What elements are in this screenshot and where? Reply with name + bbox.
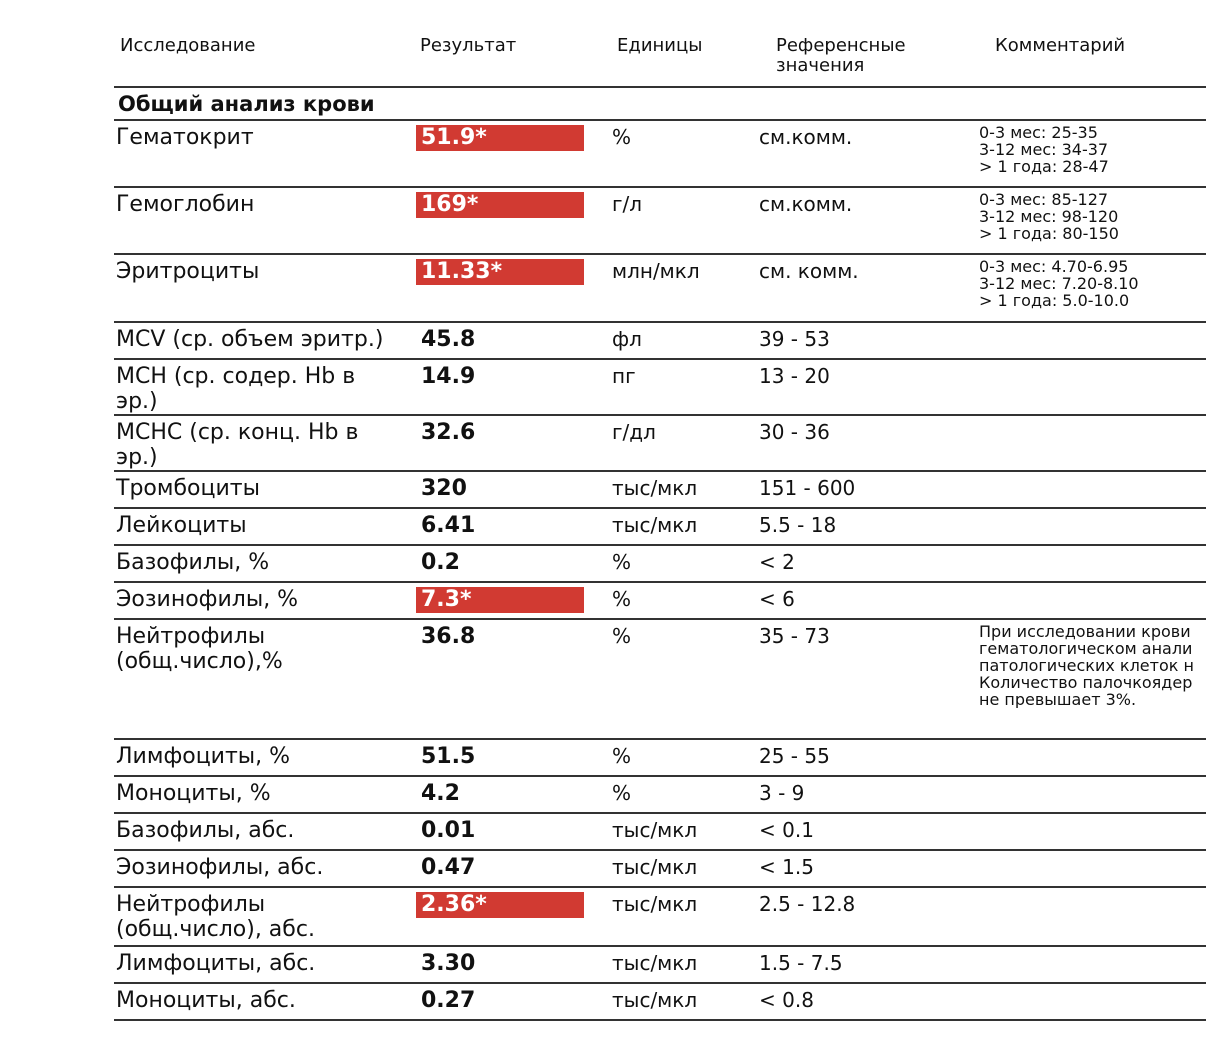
reference-range: < 1.5 <box>759 855 814 879</box>
result-value-flagged: 11.33* <box>416 259 584 285</box>
unit: % <box>612 587 632 611</box>
test-name: MCV (ср. объем эритр.) <box>116 327 384 352</box>
test-name: Моноциты, абс. <box>116 988 296 1013</box>
comment <box>979 124 1206 175</box>
unit: млн/мкл <box>612 259 700 283</box>
result-value-flagged: 2.36* <box>416 892 584 918</box>
table-row <box>114 620 1206 738</box>
table-row <box>114 814 1206 849</box>
unit: % <box>612 125 632 149</box>
unit: % <box>612 781 632 805</box>
unit: г/л <box>612 192 643 216</box>
reference-range: < 0.8 <box>759 988 814 1012</box>
comment-line: > 1 года: 5.0-10.0 <box>979 291 1130 309</box>
reference-range: см. комм. <box>759 259 859 283</box>
test-name: Тромбоциты <box>116 476 260 501</box>
test-name: Эозинофилы, абс. <box>116 855 324 880</box>
reference-range: 3 - 9 <box>759 781 805 805</box>
test-name: Нейтрофилы (общ.число), абс. <box>116 892 315 942</box>
result-value: 32.6 <box>421 420 476 445</box>
unit: пг <box>612 364 636 388</box>
comment-line: 0-3 мес: 4.70-6.95 <box>979 258 1129 276</box>
test-name: MCH (ср. содер. Hb в эр.) <box>116 364 356 414</box>
table-row <box>114 360 1206 414</box>
result-value-flagged: 7.3* <box>416 587 584 613</box>
test-name: Базофилы, абс. <box>116 818 295 843</box>
reference-range: 1.5 - 7.5 <box>759 951 843 975</box>
unit: % <box>612 624 632 648</box>
table-row <box>114 121 1206 186</box>
table-row <box>114 947 1206 982</box>
test-name: Эозинофилы, % <box>116 587 299 612</box>
comment-line: гематологическом анали <box>979 639 1193 658</box>
result-value: 14.9 <box>421 364 476 389</box>
unit: тыс/мкл <box>612 855 698 879</box>
test-name: Гематокрит <box>116 125 254 150</box>
table-row <box>114 740 1206 775</box>
header-reference <box>776 36 906 76</box>
reference-range: < 6 <box>759 587 795 611</box>
result-value: 0.27 <box>421 988 476 1013</box>
test-name: Гемоглобин <box>116 192 255 217</box>
comment-line: При исследовании крови <box>979 623 1191 641</box>
result-value: 6.41 <box>421 513 476 538</box>
result-value: 0.01 <box>421 818 476 843</box>
test-name: Лейкоциты <box>116 513 247 538</box>
result-value: 36.8 <box>421 624 476 649</box>
result-value: 51.5 <box>421 744 476 769</box>
table-row <box>114 255 1206 321</box>
table-row <box>114 851 1206 886</box>
reference-range: 151 - 600 <box>759 476 856 500</box>
test-name: Нейтрофилы (общ.число),% <box>116 624 283 674</box>
reference-range: 5.5 - 18 <box>759 513 837 537</box>
header-comment: Комментарий <box>995 35 1126 56</box>
divider <box>114 1019 1206 1021</box>
table-row <box>114 984 1206 1019</box>
result-value: 0.2 <box>421 550 460 575</box>
comment-line: 3-12 мес: 98-120 <box>979 207 1119 226</box>
table-row <box>114 323 1206 358</box>
result-value-flagged: 169* <box>416 192 584 218</box>
header-units: Единицы <box>617 35 703 56</box>
reference-range: см.комм. <box>759 125 853 149</box>
result-value: 0.47 <box>421 855 476 880</box>
table-row <box>114 416 1206 470</box>
comment-line: > 1 года: 28-47 <box>979 157 1109 175</box>
test-name: Базофилы, % <box>116 550 270 575</box>
header-result: Результат <box>420 35 517 56</box>
reference-range: 25 - 55 <box>759 744 830 768</box>
unit: тыс/мкл <box>612 892 698 916</box>
header-reference-line1: Референсные <box>776 35 906 56</box>
reference-range: < 2 <box>759 550 795 574</box>
reference-range: 30 - 36 <box>759 420 830 444</box>
unit: тыс/мкл <box>612 513 698 537</box>
comment-line: Количество палочкоядер <box>979 673 1193 692</box>
result-value: 320 <box>421 476 467 501</box>
table-row <box>114 509 1206 544</box>
table-row <box>114 777 1206 812</box>
test-name: MCHC (ср. конц. Hb в эр.) <box>116 420 359 470</box>
table-row <box>114 583 1206 618</box>
unit: тыс/мкл <box>612 951 698 975</box>
comment <box>979 191 1206 242</box>
table-row <box>114 546 1206 581</box>
comment-line: не превышает 3%. <box>979 690 1137 708</box>
unit: фл <box>612 327 642 351</box>
reference-range: 39 - 53 <box>759 327 830 351</box>
section-title: Общий анализ крови <box>118 92 375 116</box>
result-value-flagged: 51.9* <box>416 125 584 151</box>
table-row <box>114 888 1206 945</box>
comment-line: > 1 года: 80-150 <box>979 224 1119 242</box>
test-name: Лимфоциты, абс. <box>116 951 316 976</box>
test-name: Лимфоциты, % <box>116 744 291 769</box>
reference-range: < 0.1 <box>759 818 814 842</box>
comment-line: патологических клеток н <box>979 656 1194 675</box>
comment-line: 3-12 мес: 7.20-8.10 <box>979 274 1139 293</box>
reference-range: 13 - 20 <box>759 364 830 388</box>
result-value: 45.8 <box>421 327 476 352</box>
comment-line: 0-3 мес: 25-35 <box>979 124 1098 142</box>
test-name: Моноциты, % <box>116 781 271 806</box>
header-study: Исследование <box>120 35 256 56</box>
comment-line: 3-12 мес: 34-37 <box>979 140 1109 159</box>
table-row <box>114 188 1206 253</box>
unit: тыс/мкл <box>612 476 698 500</box>
reference-range: см.комм. <box>759 192 853 216</box>
unit: г/дл <box>612 420 656 444</box>
unit: % <box>612 550 632 574</box>
result-value: 3.30 <box>421 951 476 976</box>
result-value: 4.2 <box>421 781 460 806</box>
reference-range: 2.5 - 12.8 <box>759 892 856 916</box>
table-row <box>114 472 1206 507</box>
divider <box>114 86 1206 88</box>
header-reference-line2: значения <box>776 55 865 76</box>
reference-range: 35 - 73 <box>759 624 830 648</box>
comment-line: 0-3 мес: 85-127 <box>979 191 1109 209</box>
unit: % <box>612 744 632 768</box>
unit: тыс/мкл <box>612 818 698 842</box>
comment <box>979 623 1206 708</box>
unit: тыс/мкл <box>612 988 698 1012</box>
test-name: Эритроциты <box>116 259 260 284</box>
comment <box>979 258 1206 309</box>
